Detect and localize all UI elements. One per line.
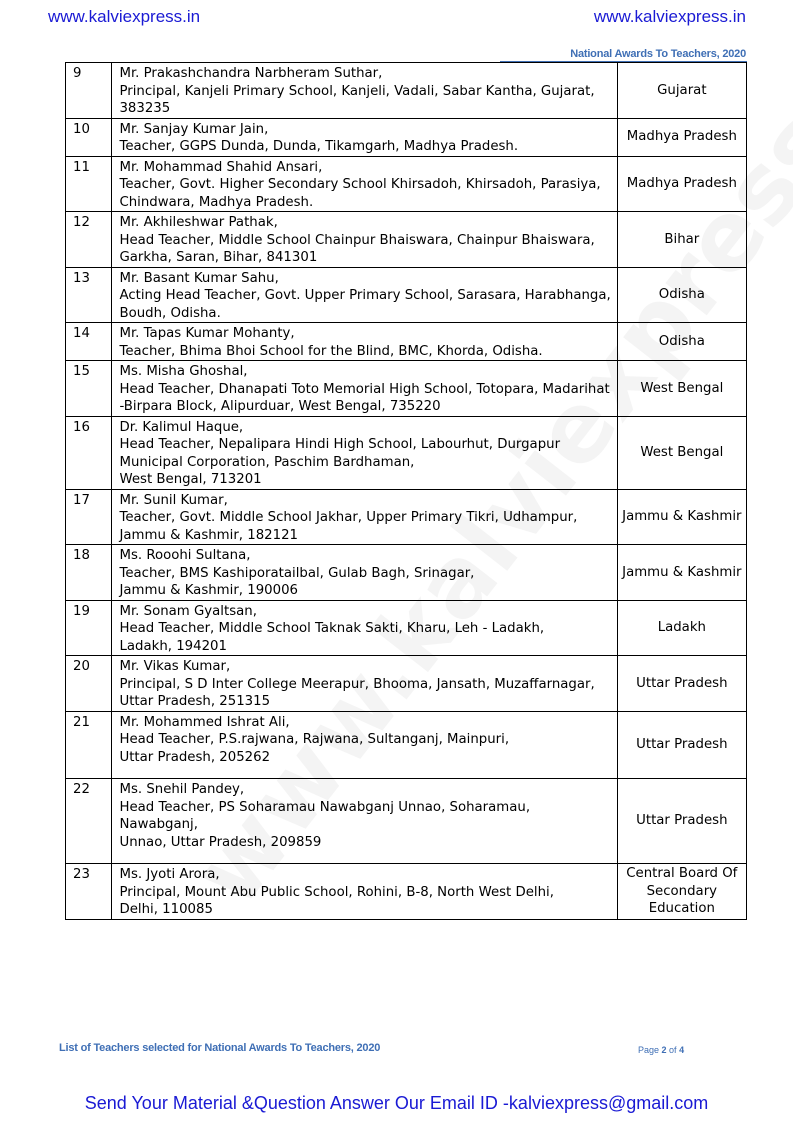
teacher-address-line: Principal, Kanjeli Primary School, Kanjeli, Vadali, Sabar Kantha, Gujarat,: [119, 83, 595, 99]
teacher-address-line: Jammu & Kashmir, 190006: [119, 583, 299, 598]
teacher-address-line: Head Teacher, Middle School Chainpur Bhaiswara, Chainpur Bhaiswara,: [119, 232, 595, 248]
state-name: Madhya Pradesh: [617, 156, 746, 212]
teacher-address-line: Municipal Corporation, Paschim Bardhaman,: [119, 454, 415, 470]
serial-number: 9: [66, 63, 112, 119]
teacher-details: [112, 212, 617, 268]
page-of: of: [666, 1045, 680, 1055]
teacher-address-line: Teacher, Govt. Higher Secondary School Khirsadoh, Khirsadoh, Parasiya,: [119, 177, 601, 192]
cell-spacer: [119, 766, 611, 778]
teacher-name: Mr. Prakashchandra Narbheram Suthar,: [119, 66, 383, 81]
teacher-name: Ms. Jyoti Arora,: [119, 867, 220, 882]
state-name: Gujarat: [617, 63, 746, 119]
teacher-address-line: -Birpara Block, Alipurduar, West Bengal, 735220: [119, 399, 441, 414]
teacher-address-line: Head Teacher, Middle School Taknak Sakti, Kharu, Leh - Ladakh,: [119, 621, 545, 636]
table-row: [66, 156, 747, 212]
site-link-right[interactable]: www.kalviexpress.in: [593, 7, 746, 26]
teacher-address-line: Boudh, Odisha.: [119, 305, 221, 321]
table-row: [66, 267, 747, 323]
state-name: West Bengal: [617, 416, 746, 489]
state-name: Central Board Of Secondary Education: [617, 864, 746, 920]
table-row: [66, 323, 747, 361]
teacher-name: Ms. Misha Ghoshal,: [119, 364, 248, 379]
table-row: [66, 711, 747, 779]
teacher-address-line: Head Teacher, P.S.rajwana, Rajwana, Sultanganj, Mainpuri,: [119, 732, 510, 747]
table-row: [66, 416, 747, 489]
state-name: Ladakh: [617, 600, 746, 656]
teacher-name: Ms. Rooohi Sultana,: [119, 548, 251, 563]
page-prefix: Page: [638, 1045, 662, 1055]
teacher-details: [112, 267, 617, 323]
teacher-details: [112, 156, 617, 212]
table-row: [66, 63, 747, 119]
teacher-name: Mr. Vikas Kumar,: [119, 659, 231, 674]
serial-number: 21: [66, 711, 112, 779]
teacher-address-line: 383235: [119, 101, 171, 116]
page-total: 4: [679, 1045, 685, 1055]
teacher-details: [112, 323, 617, 361]
teacher-address-line: Principal, S D Inter College Meerapur, Bhooma, Jansath, Muzaffarnagar,: [119, 676, 595, 692]
serial-number: 11: [66, 156, 112, 212]
teacher-address-line: Uttar Pradesh, 205262: [119, 749, 271, 765]
contact-banner: Send Your Material &Question Answer Our Email ID -kalviexpress@gmail.com: [84, 1093, 709, 1113]
state-name: Uttar Pradesh: [617, 711, 746, 779]
table-row: [66, 118, 747, 156]
teacher-address-line: Acting Head Teacher, Govt. Upper Primary School, Sarasara, Harabhanga,: [119, 288, 611, 303]
serial-number: 14: [66, 323, 112, 361]
serial-number: 15: [66, 361, 112, 417]
teacher-address-line: Teacher, GGPS Dunda, Dunda, Tikamgarh, Madhya Pradesh.: [119, 139, 519, 154]
table-row: [66, 656, 747, 712]
table-row: [66, 489, 747, 545]
table-row: [66, 600, 747, 656]
document-header: National Awards To Teachers, 2020: [570, 48, 746, 60]
state-name: Madhya Pradesh: [617, 118, 746, 156]
teacher-address-line: Head Teacher, Nepalipara Hindi High School, Labourhut, Durgapur: [119, 437, 561, 452]
teacher-address-line: Teacher, Govt. Middle School Jakhar, Upper Primary Tikri, Udhampur,: [119, 510, 578, 525]
teacher-address-line: West Bengal, 713201: [119, 472, 262, 487]
state-name: Jammu & Kashmir: [617, 489, 746, 545]
teacher-details: [112, 864, 617, 920]
state-name: Uttar Pradesh: [617, 779, 746, 864]
serial-number: 23: [66, 864, 112, 920]
table-row: [66, 212, 747, 268]
state-name: West Bengal: [617, 361, 746, 417]
teacher-address-line: Uttar Pradesh, 251315: [119, 694, 271, 709]
teacher-name: Mr. Sunil Kumar,: [119, 492, 228, 508]
teacher-details: [112, 63, 617, 119]
teacher-name: Mr. Sonam Gyaltsan,: [119, 603, 257, 619]
cell-spacer: [119, 851, 611, 863]
teacher-details: [112, 779, 617, 864]
footer-note: List of Teachers selected for National Awards To Teachers, 2020: [59, 1042, 381, 1054]
teacher-details: [112, 361, 617, 417]
teacher-name: Mr. Akhileshwar Pathak,: [119, 215, 278, 230]
teacher-details: [112, 711, 617, 779]
awards-table-body: [66, 63, 747, 920]
page-current: 2: [661, 1045, 667, 1055]
teacher-address-line: Chindwara, Madhya Pradesh.: [119, 194, 314, 210]
table-row: [66, 545, 747, 601]
teacher-name: Mr. Tapas Kumar Mohanty,: [119, 326, 295, 341]
serial-number: 19: [66, 600, 112, 656]
teacher-details: [112, 545, 617, 601]
teacher-address-line: Head Teacher, PS Soharamau Nawabganj Unnao, Soharamau, Nawabganj,: [119, 799, 531, 832]
teacher-address-line: Principal, Mount Abu Public School, Rohini, B-8, North West Delhi,: [119, 884, 554, 900]
table-row: [66, 779, 747, 864]
serial-number: 18: [66, 545, 112, 601]
teacher-address-line: Jammu & Kashmir, 182121: [119, 527, 299, 543]
table-row: [66, 361, 747, 417]
teacher-name: Mr. Mohammad Shahid Ansari,: [119, 159, 323, 175]
teacher-address-line: Ladakh, 194201: [119, 638, 227, 654]
state-name: Odisha: [617, 267, 746, 323]
state-name: Bihar: [617, 212, 746, 268]
teacher-details: [112, 416, 617, 489]
page-number: [638, 1045, 684, 1055]
state-name: Odisha: [617, 323, 746, 361]
serial-number: 17: [66, 489, 112, 545]
teacher-name: Mr. Basant Kumar Sahu,: [119, 270, 279, 286]
teacher-address-line: Unnao, Uttar Pradesh, 209859: [119, 834, 322, 850]
teacher-address-line: Delhi, 110085: [119, 902, 213, 917]
table-row: [66, 864, 747, 920]
teacher-details: [112, 118, 617, 156]
teacher-details: [112, 489, 617, 545]
serial-number: 13: [66, 267, 112, 323]
teacher-address-line: Teacher, Bhima Bhoi School for the Blind, BMC, Khorda, Odisha.: [119, 343, 543, 359]
serial-number: 16: [66, 416, 112, 489]
serial-number: 10: [66, 118, 112, 156]
teacher-name: Dr. Kalimul Haque,: [119, 419, 244, 435]
state-name: Jammu & Kashmir: [617, 545, 746, 601]
serial-number: 22: [66, 779, 112, 864]
teacher-name: Mr. Mohammed Ishrat Ali,: [119, 714, 290, 730]
teacher-address-line: Garkha, Saran, Bihar, 841301: [119, 250, 318, 265]
teacher-details: [112, 656, 617, 712]
state-name: Uttar Pradesh: [617, 656, 746, 712]
teacher-name: Mr. Sanjay Kumar Jain,: [119, 121, 269, 137]
teacher-address-line: Head Teacher, Dhanapati Toto Memorial High School, Totopara, Madarihat: [119, 381, 610, 397]
teacher-address-line: Teacher, BMS Kashiporatailbal, Gulab Bagh, Srinagar,: [119, 565, 475, 581]
teacher-details: [112, 600, 617, 656]
serial-number: 12: [66, 212, 112, 268]
teacher-name: Ms. Snehil Pandey,: [119, 782, 245, 797]
serial-number: 20: [66, 656, 112, 712]
awards-table: [65, 62, 747, 920]
site-link-left[interactable]: www.kalviexpress.in: [48, 7, 201, 26]
